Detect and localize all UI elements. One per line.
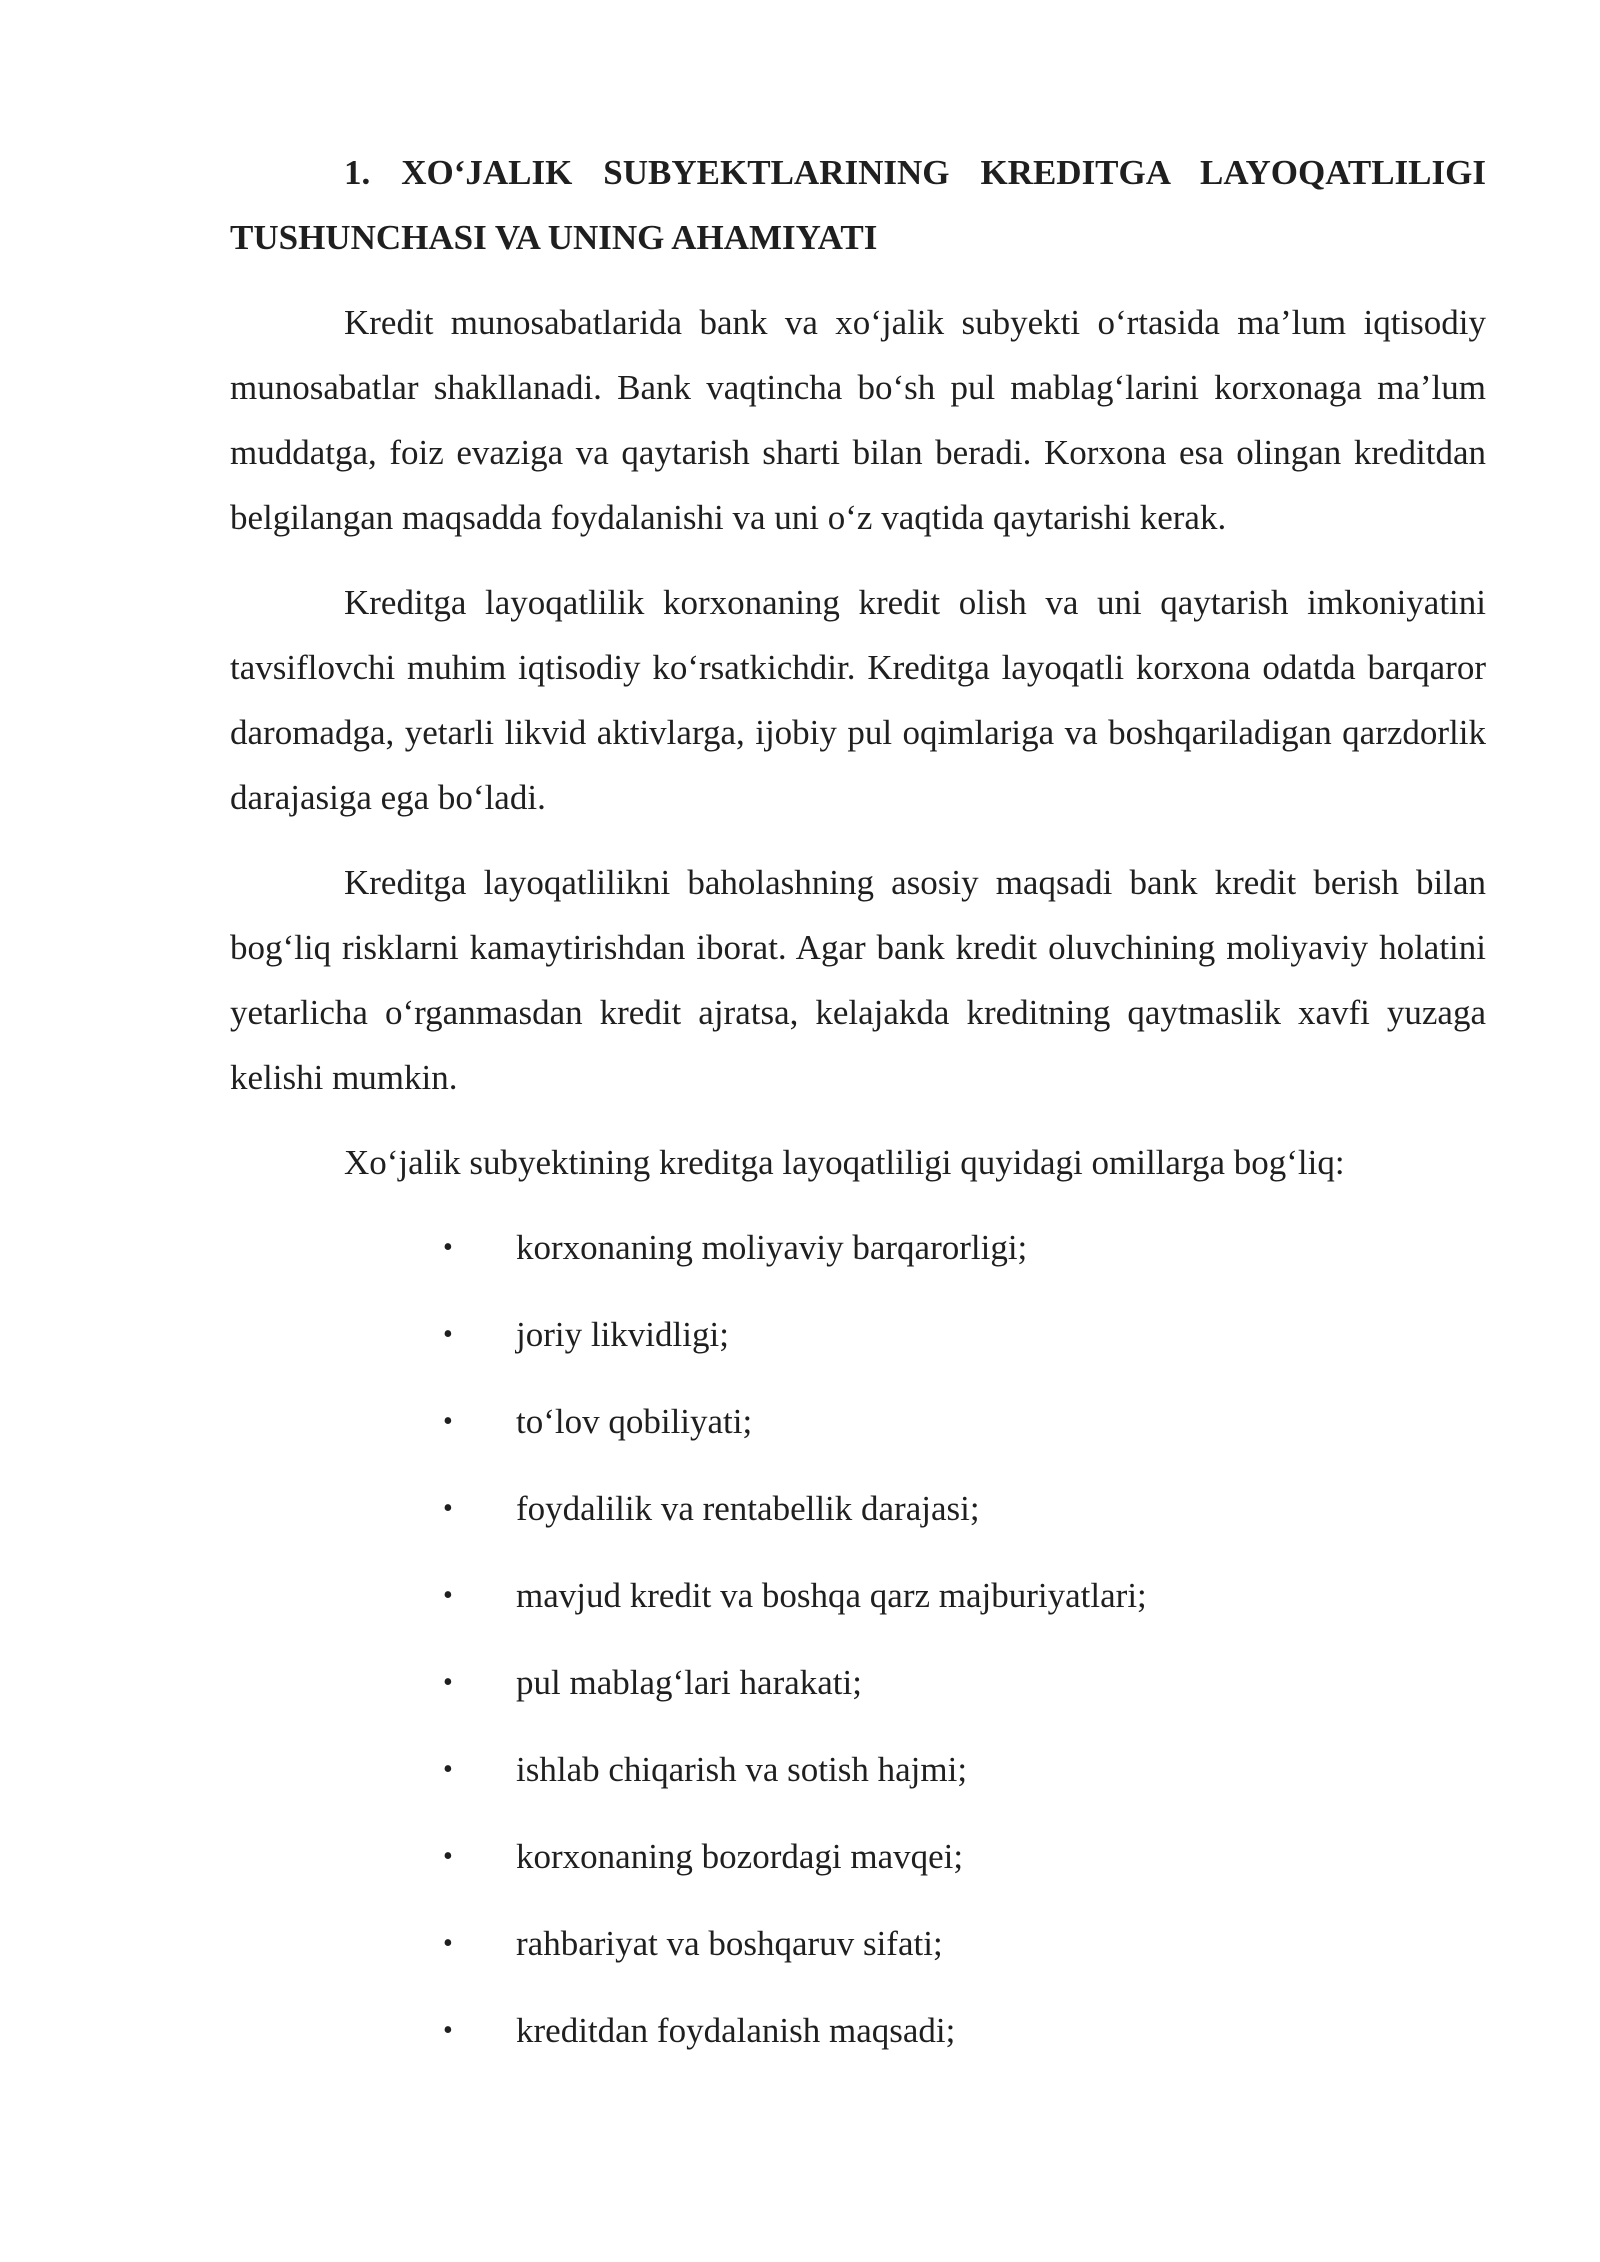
bullet-icon: • xyxy=(443,1493,453,1524)
bullet-icon: • xyxy=(443,1319,453,1350)
bullet-icon: • xyxy=(443,1406,453,1437)
list-item-text: korxonaning moliyaviy barqarorligi; xyxy=(516,1228,1028,1267)
bullet-icon: • xyxy=(443,1232,453,1263)
list-item xyxy=(230,1824,1486,1889)
list-item xyxy=(230,1302,1486,1367)
list-item xyxy=(230,1911,1486,1976)
list-item-text: joriy likvidligi; xyxy=(516,1315,729,1354)
list-item xyxy=(230,1737,1486,1802)
list-item xyxy=(230,1389,1486,1454)
factors-list xyxy=(230,1215,1486,2063)
bullet-icon: • xyxy=(443,1841,453,1872)
list-item-text: ishlab chiqarish va sotish hajmi; xyxy=(516,1750,968,1789)
list-item-text: rahbariyat va boshqaruv sifati; xyxy=(516,1924,943,1963)
paragraph-creditworthiness-definition: Kreditga layoqatlilik korxonaning kredit olish va uni qaytarish imkoniyatini tavsiflovchi muhim iqtisodiy ko‘rsatkichdir. Kreditga layoqatli korxona odatda barqaror daromadga, yetarli likvid aktivlarga, ijobiy pul oqimlariga va boshqariladigan qarzdorlik darajasiga ega bo‘ladi. xyxy=(230,583,1486,817)
list-item-text: kreditdan foydalanish maqsadi; xyxy=(516,2011,956,2050)
list-item xyxy=(230,1215,1486,1280)
list-item-text: mavjud kredit va boshqa qarz majburiyatlari; xyxy=(516,1576,1147,1615)
bullet-icon: • xyxy=(443,1667,453,1698)
section-heading: 1. XO‘JALIK SUBYEKTLARINING KREDITGA LAYOQATLILIGI TUSHUNCHASI VA UNING AHAMIYATI xyxy=(230,153,1486,257)
list-item-text: korxonaning bozordagi mavqei; xyxy=(516,1837,964,1876)
bullet-icon: • xyxy=(443,2015,453,2046)
list-item xyxy=(230,1476,1486,1541)
bullet-icon: • xyxy=(443,1754,453,1785)
list-item-text: pul mablag‘lari harakati; xyxy=(516,1663,862,1702)
paragraph-credit-relations: Kredit munosabatlarida bank va xo‘jalik subyekti o‘rtasida ma’lum iqtisodiy munosabatlar shakllanadi. Bank vaqtincha bo‘sh pul mablag‘larini korxonaga ma’lum muddatga, foiz evaziga va qaytarish sharti bilan beradi. Korxona esa olingan kreditdan belgilangan maqsadda foydalanishi va uni o‘z vaqtida qaytarishi kerak. xyxy=(230,303,1486,537)
document-page xyxy=(230,140,1486,2085)
list-item xyxy=(230,1650,1486,1715)
bullet-icon: • xyxy=(443,1928,453,1959)
list-item xyxy=(230,1563,1486,1628)
bullet-icon: • xyxy=(443,1580,453,1611)
paragraph-assessment-purpose: Kreditga layoqatlilikni baholashning asosiy maqsadi bank kredit berish bilan bog‘liq risklarni kamaytirishdan iborat. Agar bank kredit oluvchining moliyaviy holatini yetarlicha o‘rganmasdan kredit ajratsa, kelajakda kreditning qaytmaslik xavfi yuzaga kelishi mumkin. xyxy=(230,863,1486,1097)
list-item-text: foydalilik va rentabellik darajasi; xyxy=(516,1489,980,1528)
list-intro: Xo‘jalik subyektining kreditga layoqatliligi quyidagi omillarga bog‘liq: xyxy=(344,1143,1345,1182)
list-item-text: to‘lov qobiliyati; xyxy=(516,1402,753,1441)
list-item xyxy=(230,1998,1486,2063)
